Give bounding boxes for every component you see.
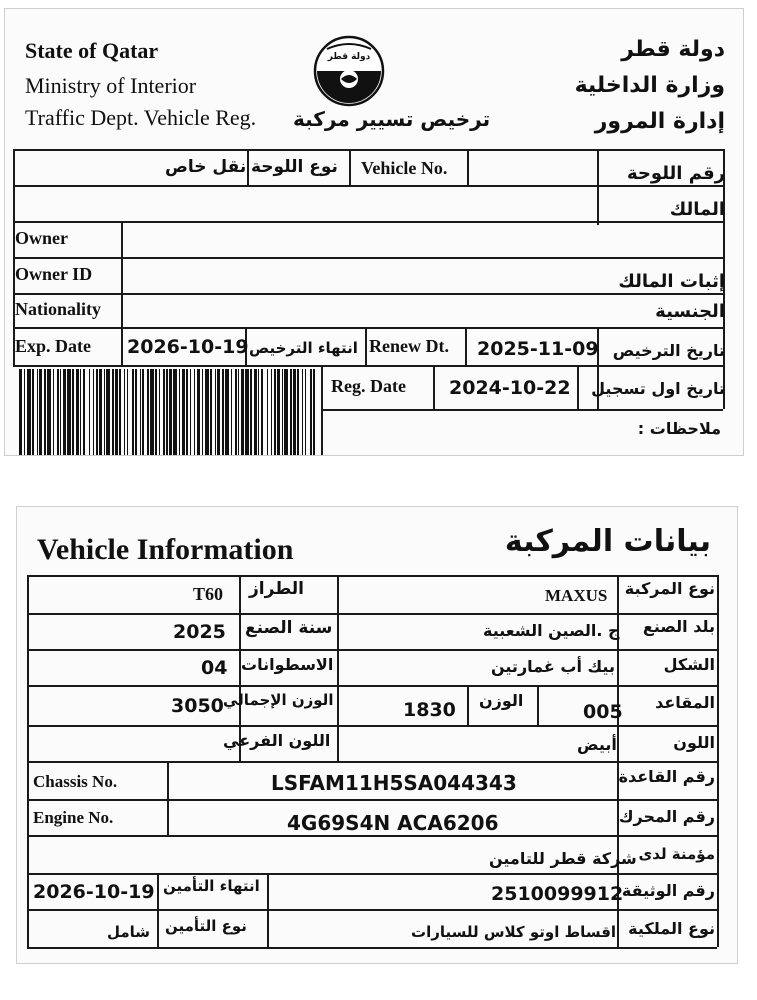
exp-date-value: 2026-10-19 bbox=[127, 336, 249, 358]
header-dept-ar: إدارة المرور bbox=[594, 109, 725, 134]
exp-date-label-ar: انتهاء الترخيص bbox=[249, 339, 358, 357]
nationality-label: Nationality bbox=[15, 299, 102, 319]
nationality-label-ar: الجنسية bbox=[655, 301, 725, 322]
seats-label: المقاعد bbox=[655, 693, 715, 712]
header-country: State of Qatar bbox=[25, 38, 159, 63]
license-card-front bbox=[4, 8, 744, 456]
weight-label: الوزن bbox=[479, 691, 524, 710]
country-value: ج .الصين الشعبية bbox=[483, 621, 620, 640]
notes-label-ar: ملاحظات : bbox=[637, 419, 721, 438]
chassis-value: LSFAM11H5SA044343 bbox=[271, 771, 517, 795]
reg-date-value: 2024-10-22 bbox=[449, 377, 571, 399]
insurance-expiry-label: انتهاء التأمين bbox=[163, 877, 260, 895]
year-value: 2025 bbox=[173, 621, 226, 643]
svg-text:دولة قطر: دولة قطر bbox=[327, 52, 371, 62]
renew-dt-label-ar: تاريخ الترخيص bbox=[612, 341, 725, 360]
insurer-label: مؤمنة لدى bbox=[638, 845, 715, 863]
qatar-emblem bbox=[313, 35, 385, 107]
renew-dt-label: Renew Dt. bbox=[369, 336, 449, 356]
vehicle-no-label: Vehicle No. bbox=[361, 158, 448, 178]
color-label: اللون bbox=[673, 733, 715, 752]
engine-label-ar: رقم المحرك bbox=[618, 807, 715, 826]
vehicle-info-title: Vehicle Information bbox=[37, 533, 294, 566]
reg-date-label-ar: تاريخ اول تسجيل bbox=[591, 379, 725, 398]
owner-id-label-ar: إثبات المالك bbox=[618, 271, 725, 292]
barcode bbox=[19, 369, 315, 455]
reg-date-label: Reg. Date bbox=[331, 376, 406, 396]
barcode-bar bbox=[313, 369, 315, 455]
owner-id-label: Owner ID bbox=[15, 264, 93, 284]
owner-label-ar: المالك bbox=[669, 199, 725, 220]
weight-value: 1830 bbox=[403, 699, 456, 721]
owner-label: Owner bbox=[15, 228, 68, 248]
header-ministry-ar: وزارة الداخلية bbox=[574, 73, 725, 98]
exp-date-label: Exp. Date bbox=[15, 336, 91, 356]
gross-weight-label: الوزن الإجمالي bbox=[223, 691, 334, 709]
chassis-label: Chassis No. bbox=[33, 772, 118, 791]
insurance-expiry-value: 2026-10-19 bbox=[33, 881, 155, 903]
make-label: نوع المركبة bbox=[624, 579, 715, 598]
color-value: أبيض bbox=[577, 735, 617, 754]
policy-value: 2510099912 bbox=[491, 883, 624, 905]
header-dept: Traffic Dept. Vehicle Reg. bbox=[25, 105, 257, 130]
plate-type-label: نوع اللوحة bbox=[251, 157, 338, 177]
engine-label: Engine No. bbox=[33, 808, 114, 827]
insurance-type-value: شامل bbox=[107, 923, 151, 941]
vehicle-info-title-ar: بيانات المركبة bbox=[504, 524, 711, 559]
vehicle-info-card bbox=[16, 506, 738, 964]
gross-weight-value: 3050 bbox=[171, 695, 224, 717]
seats-value: 005 bbox=[583, 701, 623, 723]
shape-label: الشكل bbox=[663, 655, 715, 674]
insurer-value: شركة قطر للتامين bbox=[489, 849, 637, 868]
header-country-ar: دولة قطر bbox=[621, 37, 725, 62]
cylinders-label: الاسطوانات bbox=[241, 655, 334, 674]
cylinders-value: 04 bbox=[201, 657, 228, 679]
insurance-type-label: نوع التأمين bbox=[165, 917, 247, 935]
engine-value: 4G69S4N ACA6206 bbox=[287, 811, 499, 835]
shape-value: بيك أب غمارتين bbox=[491, 657, 615, 676]
header-title-ar: ترخيص تسيير مركبة bbox=[293, 107, 491, 131]
renew-dt-value: 2025-11-09 bbox=[477, 338, 599, 360]
subcolor-label: اللون الفرعي bbox=[223, 731, 331, 750]
plate-type-value: نقل خاص bbox=[165, 157, 247, 177]
header-ministry: Ministry of Interior bbox=[25, 73, 197, 98]
ownership-value: اقساط اوتو كلاس للسيارات bbox=[411, 923, 617, 941]
model-value: T60 bbox=[193, 584, 224, 604]
chassis-label-ar: رقم القاعدة bbox=[618, 767, 715, 786]
make-value: MAXUS bbox=[545, 586, 608, 605]
ownership-label: نوع الملكية bbox=[628, 919, 715, 938]
year-label: سنة الصنع bbox=[245, 618, 333, 638]
policy-label: رقم الوثيقة bbox=[621, 881, 715, 900]
plate-no-label: رقم اللوحة bbox=[627, 163, 725, 184]
country-label: بلد الصنع bbox=[642, 617, 715, 636]
model-label: الطراز bbox=[249, 579, 304, 599]
